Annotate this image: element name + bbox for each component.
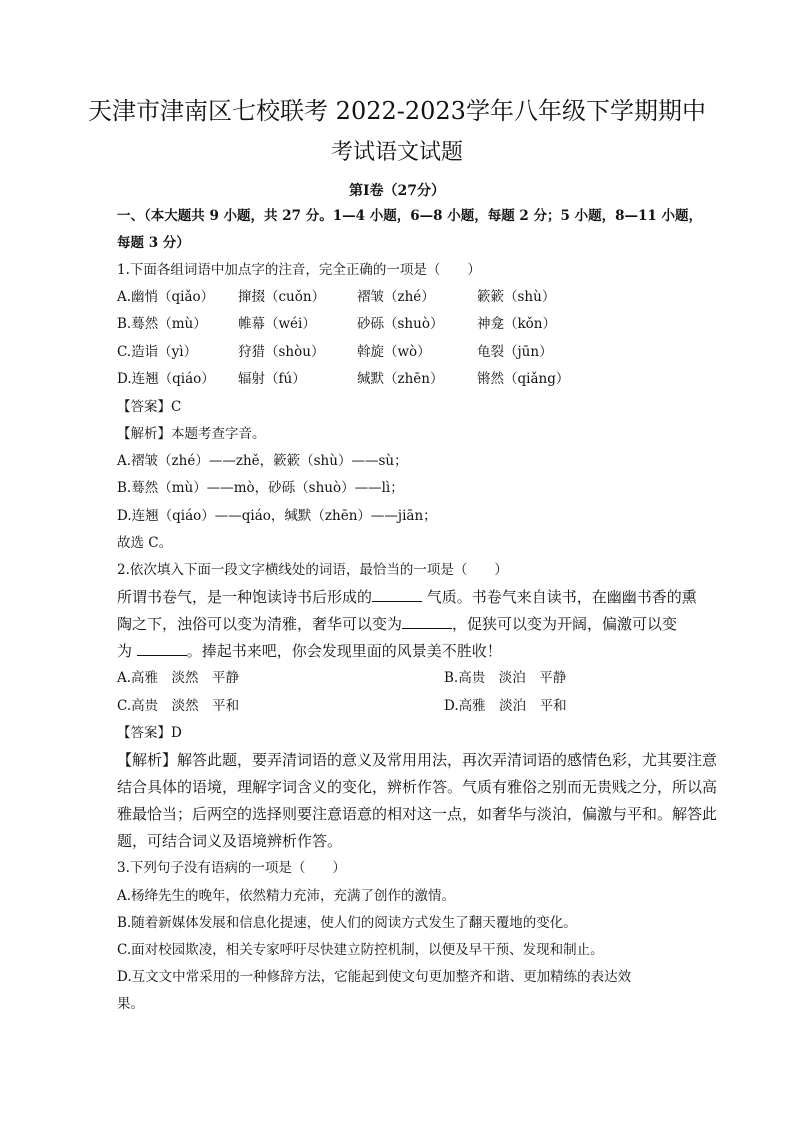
q1-analysis-line-4: D.连翘（qiáo）——qiáo，缄默（zhēn）——jiān； xyxy=(117,508,437,524)
q1-row-b-col-3: 砂砾（shuò） xyxy=(357,316,444,332)
q1-row-b-col-2: 帷幕（wéi） xyxy=(238,316,316,332)
q3-option-a: A.杨绛先生的晚年，依然精力充沛，充满了创作的激情。 xyxy=(117,888,456,904)
fill-blank-2 xyxy=(402,614,452,629)
q1-row-d-col-1: D.连翘（qiáo） xyxy=(117,371,215,387)
q2-passage-text: 为 xyxy=(117,642,137,660)
part-instructions-line-1: 一、（本大题共 9 小题，共 27 分。1—4 小题，6—8 小题，每题 2 分；5 小题，8—11 小题， xyxy=(117,208,702,224)
q1-row-c-col-3: 斡旋（wò） xyxy=(357,344,431,360)
q1-row-a-col-1: A.幽悄（qiǎo） xyxy=(117,289,215,305)
q1-analysis-line-3: B.蓦然（mù）——mò，砂砾（shuò）——lì； xyxy=(117,480,404,496)
q2-option-b: B.高贵 淡泊 平静 xyxy=(444,670,567,686)
q1-row-d-col-4: 锵然（qiǎng） xyxy=(477,371,570,387)
q2-analysis-line-3: 雅最恰当；后两空的选择则要注意语意的相对这一点，如奢华与淡泊，偏激与平和。解答此 xyxy=(117,805,718,823)
q1-row-d-col-3: 缄默（zhēn） xyxy=(357,371,444,387)
q2-passage-line-2 xyxy=(117,614,677,634)
title-line-1: 天津市津南区七校联考 2022-2023学年八年级下学期期中 xyxy=(88,97,706,125)
q2-stem: 2.依次填入下面一段文字横线处的词语，最恰当的一项是（ ） xyxy=(117,562,508,578)
q2-analysis-line-4: 题，可结合词义及语境辨析作答。 xyxy=(117,832,343,850)
q1-analysis-line-1: 【解析】本题考查字音。 xyxy=(117,426,266,442)
q2-passage-line-3 xyxy=(117,641,502,661)
q1-analysis-line-2: A.褶皱（zhé）——zhě，簌簌（shù）——sù； xyxy=(117,453,408,469)
q2-passage-text: 陶之下，浊俗可以变为清雅，奢华可以变为 xyxy=(117,615,403,633)
q1-row-b-col-1: B.蓦然（mù） xyxy=(117,316,207,332)
q2-analysis-line-1: 【解析】解答此题，要弄清词语的意义及常用用法，再次弄清词语的感情色彩，尤其要注意 xyxy=(117,751,718,769)
q1-row-d-col-2: 辐射（fú） xyxy=(238,371,306,387)
q3-option-d-line-1: D.互文文中常采用的一种修辞方法，它能起到使文句更加整齐和谐、更加精练的表达效 xyxy=(117,969,632,985)
q1-row-a-col-3: 褶皱（zhé） xyxy=(357,289,435,305)
q1-row-c-col-2: 狩猎（shòu） xyxy=(238,344,325,360)
q1-answer: 【答案】C xyxy=(117,399,182,415)
q2-passage-text: 气质。书卷气来自读书，在幽幽书香的熏 xyxy=(422,588,697,606)
q3-option-d-line-2: 果。 xyxy=(117,996,144,1012)
fill-blank-3 xyxy=(137,641,187,656)
q2-option-c: C.高贵 淡然 平和 xyxy=(117,698,240,714)
q1-row-c-col-1: C.造诣（yì） xyxy=(117,344,198,360)
q2-option-d: D.高雅 淡泊 平和 xyxy=(444,698,567,714)
part-instructions-line-2: 每题 3 分） xyxy=(117,235,190,251)
q1-row-a-col-4: 簌簌（shù） xyxy=(477,289,556,305)
fill-blank-1 xyxy=(372,587,422,602)
q3-stem: 3.下列句子没有语病的一项是（ ） xyxy=(117,860,346,876)
q1-stem: 1.下面各组词语中加点字的注音，完全正确的一项是（ ） xyxy=(117,262,481,278)
q1-row-a-col-2: 撺掇（cuǒn） xyxy=(238,289,326,305)
q2-passage-text: 所谓书卷气，是一种饱读诗书后形成的 xyxy=(117,588,373,606)
title-line-2: 考试语文试题 xyxy=(330,140,463,165)
q2-passage-text: 。捧起书来吧，你会发现里面的风景美不胜收！ xyxy=(186,642,502,660)
q3-option-c: C.面对校园欺凌，相关专家呼吁尽快建立防控机制，以便及早干预、发现和制止。 xyxy=(117,942,604,958)
section-heading: 第Ⅰ卷（27分） xyxy=(348,183,446,199)
q2-passage-text: ，促狭可以变为开阔，偏激可以变 xyxy=(452,615,678,633)
q3-option-b: B.随着新媒体发展和信息化提速，使人们的阅读方式发生了翻天覆地的变化。 xyxy=(117,915,577,931)
q2-analysis-line-2: 结合具体的语境，理解字词含义的变化，辨析作答。气质有雅俗之别而无贵贱之分，所以高 xyxy=(117,778,718,796)
q2-passage-line-1 xyxy=(117,587,697,607)
q1-row-b-col-4: 神龛（kǒn） xyxy=(477,316,557,332)
q1-row-c-col-4: 龟裂（jūn） xyxy=(477,344,553,360)
q1-analysis-line-5: 故选 C。 xyxy=(117,535,173,551)
q2-answer: 【答案】D xyxy=(117,725,182,741)
q2-option-a: A.高雅 淡然 平静 xyxy=(117,670,240,686)
